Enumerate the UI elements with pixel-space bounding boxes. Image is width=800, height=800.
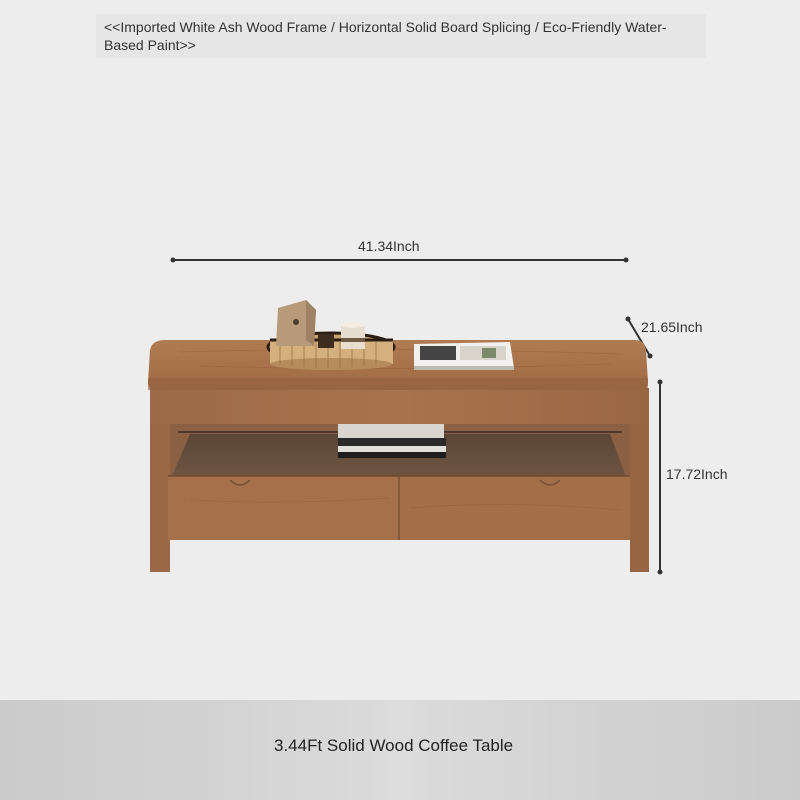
height-dimension-line: [658, 380, 663, 575]
shelf-books: [338, 424, 446, 458]
width-dimension-label: 41.34Inch: [358, 238, 420, 254]
product-title: 3.44Ft Solid Wood Coffee Table: [274, 736, 514, 755]
depth-dimension-label: 21.65Inch: [641, 319, 703, 335]
height-dimension-label: 17.72Inch: [666, 466, 728, 482]
drawers: [168, 476, 630, 540]
product-description-text: <<Imported White Ash Wood Frame / Horizontal Solid Board Splicing / Eco-Friendly Water-Based Paint>>: [104, 19, 667, 53]
rattan-tray: [268, 300, 394, 370]
table-top: [148, 340, 648, 390]
top-book: [414, 342, 514, 370]
table-apron: [150, 388, 649, 424]
width-dimension-line: [171, 258, 629, 263]
